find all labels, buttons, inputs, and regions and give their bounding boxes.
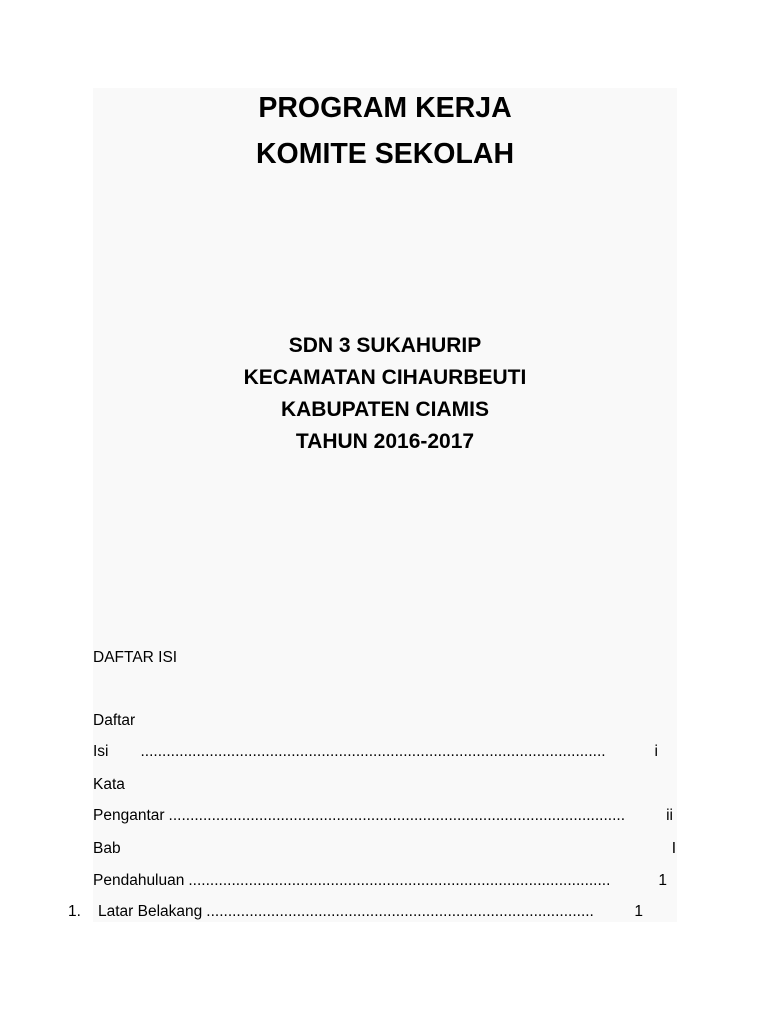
toc-entry-label-left: Bab: [93, 840, 121, 857]
toc-page-number: 1: [634, 903, 643, 920]
school-name: SDN 3 SUKAHURIP: [288, 334, 482, 357]
toc-leader-dots: ..........................................................................................: [206, 903, 594, 920]
toc-leader-dots: ..........................................................................................................: [168, 807, 626, 824]
toc-heading: DAFTAR ISI: [93, 649, 178, 666]
toc-entry-pendahuluan: [93, 872, 667, 890]
toc-leader-dots: ............................................................................................................: [140, 743, 606, 760]
document-title-line-1: PROGRAM KERJA: [258, 92, 512, 124]
toc-entry-label: Pengantar: [93, 807, 165, 824]
toc-entry-label: Isi: [93, 743, 109, 760]
toc-leader-dots: ..................................................................................................: [188, 872, 611, 889]
toc-entry-label: Latar Belakang: [98, 903, 203, 920]
year-range: TAHUN 2016-2017: [295, 430, 475, 453]
document-title-line-2: KOMITE SEKOLAH: [255, 138, 515, 170]
toc-entry-daftar-isi: [93, 743, 658, 761]
toc-entry-latar-belakang: [68, 903, 643, 921]
toc-entry-label: Pendahuluan: [93, 872, 185, 889]
toc-entry-number: 1.: [68, 903, 81, 920]
toc-page-number: ii: [666, 807, 673, 824]
regency-name: KABUPATEN CIAMIS: [280, 398, 490, 421]
toc-entry-kata-pengantar: [93, 807, 673, 825]
document-page: [93, 88, 677, 922]
toc-entry-daftar-isi-top: Daftar: [93, 712, 136, 729]
toc-page-number: i: [654, 743, 658, 760]
toc-entry-label-right: I: [671, 840, 676, 857]
toc-entry-bab-top: [93, 840, 676, 858]
toc-entry-kata-pengantar-top: Kata: [93, 776, 125, 793]
district-name: KECAMATAN CIHAURBEUTI: [243, 366, 527, 389]
toc-page-number: 1: [658, 872, 667, 889]
